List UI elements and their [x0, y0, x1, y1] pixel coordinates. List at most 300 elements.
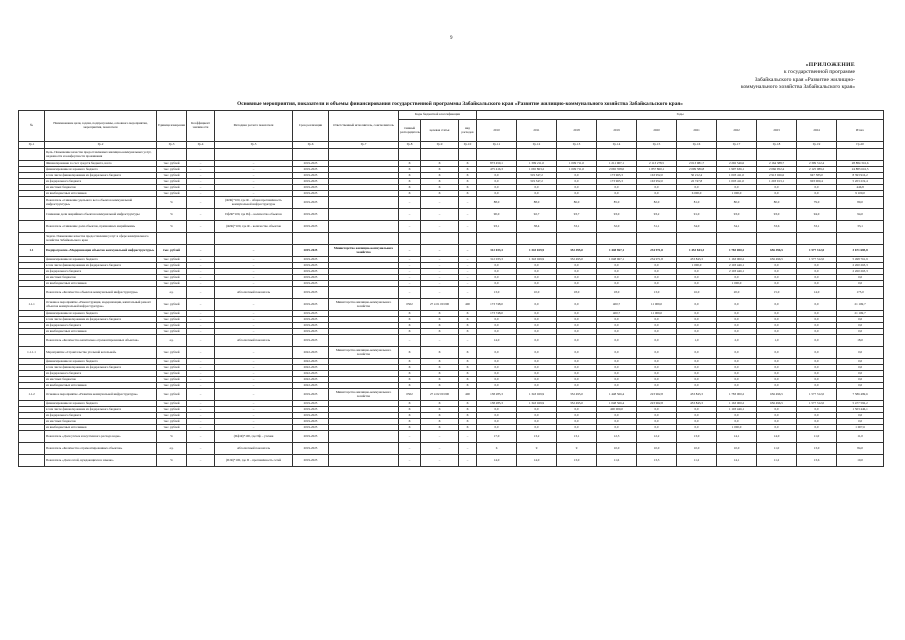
table-cell: – — [215, 323, 293, 329]
table-cell: тыс. рублей — [157, 425, 187, 431]
table-cell: 0,0 — [637, 191, 677, 197]
table-cell: 0,0 — [597, 335, 637, 347]
table-cell: – — [187, 419, 215, 425]
table-cell: 1.1.1.1 — [19, 347, 45, 359]
table-cell: 0,0 — [757, 191, 797, 197]
table-cell: тыс. рублей — [157, 179, 187, 185]
table-cell: 312 033,3 — [477, 245, 517, 257]
table-cell: Министерство жилищно-коммунального хозяйства — [329, 245, 399, 257]
table-cell: из внебюджетных источников — [45, 425, 157, 431]
table-cell — [157, 149, 187, 161]
table-cell: X — [421, 179, 459, 185]
table-cell — [459, 233, 477, 245]
table-cell: – — [399, 287, 421, 299]
table-cell: 0,0 — [637, 185, 677, 191]
table-cell: 2 113 278,5 — [637, 161, 677, 167]
table-cell: – — [187, 257, 215, 263]
table-cell: 173 965,3 — [597, 179, 637, 185]
table-cell: – — [399, 455, 421, 467]
table-cell: X — [459, 347, 477, 359]
column-number: Гр.3 — [157, 142, 187, 149]
table-cell: – — [459, 269, 477, 275]
table-cell: 352 495,0 — [557, 245, 597, 257]
table-cell: Министерство жилищно-коммунального хозяйства — [329, 389, 399, 401]
table-cell: – — [187, 407, 215, 413]
table-cell: 0,0 — [597, 425, 637, 431]
table-cell: 17,0 — [477, 431, 517, 443]
table-cell: 138 285,3 — [477, 389, 517, 401]
table-cell: 0,0 — [837, 347, 884, 359]
table-cell: 0,0 — [517, 317, 557, 323]
table-cell: 11,6 — [597, 455, 637, 467]
table-row — [19, 287, 884, 299]
table-cell: тыс. рублей — [157, 407, 187, 413]
table-cell: – — [215, 191, 293, 197]
table-cell: 0,0 — [557, 263, 597, 269]
table-cell: 0,0 — [477, 377, 517, 383]
table-cell: 2019-2025 — [293, 185, 329, 191]
table-cell: – — [215, 299, 293, 311]
table-cell: 2 066 952,4 — [757, 167, 797, 173]
table-cell: 0,0 — [597, 383, 637, 389]
table-cell: – — [459, 257, 477, 263]
table-cell — [477, 233, 517, 245]
column-number: Гр.14 — [597, 142, 637, 149]
table-cell: 173 965,3 — [597, 173, 637, 179]
table-cell: – — [187, 371, 215, 377]
table-cell — [19, 209, 45, 221]
table-cell: X — [459, 359, 477, 365]
table-cell: 0,0 — [557, 317, 597, 323]
table-cell: 0,0 — [637, 317, 677, 323]
table-cell: – — [215, 377, 293, 383]
table-cell: 400,7 — [597, 299, 637, 311]
table-cell: 0,0 — [797, 425, 837, 431]
table-cell: 0,0 — [717, 299, 757, 311]
table-cell: 0,0 — [557, 335, 597, 347]
table-cell: X — [421, 365, 459, 371]
column-number: Гр.1 — [19, 142, 45, 149]
table-cell: 0,0 — [837, 371, 884, 377]
table-cell: 2019-2025 — [293, 389, 329, 401]
table-cell: X — [399, 167, 421, 173]
header-number: № — [19, 111, 45, 142]
table-cell: 173 748,0 — [477, 299, 517, 311]
table-cell: 2,0 — [717, 335, 757, 347]
table-cell: 88,0 — [517, 197, 557, 209]
table-cell: 1 343 029,9 — [517, 245, 557, 257]
table-cell: 0,0 — [837, 383, 884, 389]
table-cell: – — [215, 269, 293, 275]
table-cell — [717, 149, 757, 161]
table-cell: 0,0 — [517, 275, 557, 281]
table-cell: 0,0 — [557, 173, 597, 179]
table-cell: – — [215, 425, 293, 431]
table-cell: 2 099 586,8 — [677, 167, 717, 173]
table-cell: 2019-2025 — [293, 281, 329, 287]
header-year: 2023 — [757, 120, 797, 142]
table-cell — [187, 149, 215, 161]
table-cell: 1 453 843,3 — [677, 245, 717, 257]
table-cell: 0,0 — [717, 323, 757, 329]
table-cell: 11 009,0 — [637, 311, 677, 317]
table-cell: 2 103 446,1 — [717, 263, 757, 269]
table-cell: 0,0 — [557, 365, 597, 371]
table-cell: 352 495,0 — [557, 257, 597, 263]
table-cell: 0,0 — [517, 311, 557, 317]
table-cell: – — [187, 179, 215, 185]
table-cell: X — [399, 329, 421, 335]
table-cell: в том числе финансирование из федерального бюджета — [45, 407, 157, 413]
table-cell: 0502 — [399, 389, 421, 401]
table-cell: X — [421, 359, 459, 365]
table-cell: 0,0 — [517, 191, 557, 197]
table-cell: 0,0 — [677, 383, 717, 389]
table-cell: 0,0 — [717, 329, 757, 335]
table-cell: 2019-2025 — [293, 419, 329, 425]
header-year: 2010 — [477, 120, 517, 142]
table-cell: – — [187, 269, 215, 275]
table-cell: 0,0 — [757, 359, 797, 365]
table-cell: 0,0 — [757, 347, 797, 359]
table-cell: X — [421, 185, 459, 191]
table-cell: тыс. рублей — [157, 299, 187, 311]
table-cell: 0,0 — [757, 425, 797, 431]
table-cell: 0,0 — [517, 413, 557, 419]
table-cell: – — [215, 185, 293, 191]
table-cell: 0,0 — [797, 263, 837, 269]
table-cell: – — [421, 431, 459, 443]
table-cell: 0,0 — [797, 383, 837, 389]
table-cell: 0,0 — [477, 323, 517, 329]
table-cell: тыс. рублей — [157, 191, 187, 197]
table-cell: 1 065 863,2 — [517, 167, 557, 173]
table-cell: X — [399, 347, 421, 359]
table-cell — [797, 149, 837, 161]
table-cell: 0,0 — [597, 191, 637, 197]
table-cell: 0,0 — [557, 299, 597, 311]
table-cell: – — [399, 269, 421, 275]
table-cell: 0,0 — [597, 329, 637, 335]
table-cell: 0,0 — [517, 263, 557, 269]
table-cell: 10,0 — [717, 443, 757, 455]
table-cell: – — [421, 281, 459, 287]
table-cell: 28 884 316,6 — [837, 161, 884, 167]
table-cell: 5 203 219,4 — [837, 179, 884, 185]
table-cell: 13,0 — [797, 443, 837, 455]
table-cell: 0,0 — [637, 281, 677, 287]
table-cell: 223 962,8 — [637, 401, 677, 407]
table-cell: 2022-2023 — [293, 365, 329, 371]
table-cell: 0,0 — [677, 185, 717, 191]
table-cell: 5 498 761,9 — [837, 257, 884, 263]
table-cell: X — [399, 161, 421, 167]
table-cell: финансирование из краевого бюджета — [45, 257, 157, 263]
table-cell: 11,0 — [837, 431, 884, 443]
table-cell: 18,0 — [837, 335, 884, 347]
table-cell — [329, 443, 399, 455]
table-cell: 2019-2025 — [293, 263, 329, 269]
table-cell: – — [187, 377, 215, 383]
table-cell: – — [187, 455, 215, 467]
table-cell: – — [187, 209, 215, 221]
table-cell: – — [399, 221, 421, 233]
table-cell: 93,0 — [717, 209, 757, 221]
table-cell: – — [459, 245, 477, 257]
table-cell: 0,0 — [797, 311, 837, 317]
table-cell: X — [459, 413, 477, 419]
table-cell: 0,0 — [477, 413, 517, 419]
table-cell — [19, 149, 45, 161]
table-cell: 0,0 — [717, 185, 757, 191]
appendix-title: «ПРИЛОЖЕНИЕ — [805, 62, 855, 68]
table-cell — [329, 455, 399, 467]
table-cell: Пф/Ф*100, где Пф – количество объектов — [215, 209, 293, 221]
table-cell: Абсолютный показатель — [215, 335, 293, 347]
table-cell — [293, 233, 329, 245]
table-cell: 138 285,3 — [477, 401, 517, 407]
table-cell: 319 347,2 — [517, 179, 557, 185]
table-cell: X — [399, 185, 421, 191]
table-cell: – — [399, 197, 421, 209]
table-cell: – — [187, 443, 215, 455]
table-cell: – — [187, 359, 215, 365]
table-cell: 13,1 — [557, 431, 597, 443]
table-cell: 0,0 — [477, 173, 517, 179]
table-cell: 0,0 — [477, 425, 517, 431]
table-cell: 0,0 — [517, 365, 557, 371]
table-cell: 0,0 — [797, 347, 837, 359]
table-cell: – — [399, 335, 421, 347]
table-cell: 2019-2025 — [293, 197, 329, 209]
table-cell: X — [399, 179, 421, 185]
table-cell: – — [399, 245, 421, 257]
table-cell: – — [215, 389, 293, 401]
table-cell: X — [421, 323, 459, 329]
table-cell: X — [421, 401, 459, 407]
table-cell: – — [399, 281, 421, 287]
table-cell: 27 4 01 00 000 — [421, 299, 459, 311]
table-cell: Основное мероприятие «Реконструкция, модернизация, капитальный ремонт объектов коммунальной инфраструктуры» — [45, 299, 157, 311]
table-cell: тыс. рублей — [157, 365, 187, 371]
table-cell — [837, 233, 884, 245]
table-cell: 0,0 — [797, 323, 837, 329]
table-cell: 2019-2025 — [293, 167, 329, 173]
table-cell: 14,0 — [477, 335, 517, 347]
table-cell: 13,6 — [797, 455, 837, 467]
table-cell: 2019-2025 — [293, 191, 329, 197]
column-number: Гр.12 — [517, 142, 557, 149]
table-cell: 0,0 — [757, 275, 797, 281]
table-cell: тыс. рублей — [157, 317, 187, 323]
table-cell: 0,0 — [757, 377, 797, 383]
table-cell: 0,0 — [637, 365, 677, 371]
table-cell: 0,0 — [597, 263, 637, 269]
table-cell — [459, 149, 477, 161]
table-cell: X — [399, 425, 421, 431]
table-cell: 0,0 — [477, 317, 517, 323]
table-cell: – — [459, 443, 477, 455]
table-cell: – — [187, 191, 215, 197]
table-row — [19, 245, 884, 257]
header-year: 2024 — [797, 120, 837, 142]
table-cell — [293, 149, 329, 161]
table-cell: 0,0 — [797, 377, 837, 383]
table-cell: тыс. рублей — [157, 263, 187, 269]
table-cell: X — [421, 173, 459, 179]
table-cell: – — [187, 425, 215, 431]
table-cell: 0,0 — [637, 347, 677, 359]
table-cell: 0,0 — [517, 419, 557, 425]
table-cell: 2019-2025 — [293, 173, 329, 179]
table-cell: 0,0 — [837, 281, 884, 287]
table-cell: 12,2 — [637, 431, 677, 443]
table-cell: 1 857 860,1 — [637, 167, 677, 173]
table-cell: 0,0 — [637, 419, 677, 425]
table-cell: – — [421, 287, 459, 299]
table-cell: Министерство жилищно-коммунального хозяйства — [329, 299, 399, 311]
table-cell: Основное мероприятие «Развитие коммунальной инфраструктуры» — [45, 389, 157, 401]
table-cell: 93,7 — [557, 209, 597, 221]
header-year: 2022 — [717, 120, 757, 142]
table-cell: 0,0 — [597, 185, 637, 191]
table-cell: 0,0 — [797, 413, 837, 419]
table-cell: 1.1.2 — [19, 389, 45, 401]
program-table — [18, 110, 884, 467]
table-cell: 0,0 — [797, 275, 837, 281]
table-cell: – — [215, 281, 293, 287]
table-cell: X — [399, 191, 421, 197]
table-cell: 7 586 499,6 — [837, 389, 884, 401]
table-cell: 0,0 — [757, 407, 797, 413]
table-cell: 94,0 — [837, 209, 884, 221]
table-cell: – — [187, 167, 215, 173]
table-cell: 34,1 — [717, 221, 757, 233]
table-cell: 0,0 — [557, 191, 597, 197]
header-year: 2011 — [517, 120, 557, 142]
table-cell — [517, 149, 557, 161]
table-cell — [19, 287, 45, 299]
table-cell: 1 003 411,0 — [717, 179, 757, 185]
table-cell: 2019-2025 — [293, 317, 329, 323]
table-cell: X — [399, 407, 421, 413]
column-number: Гр.13 — [557, 142, 597, 149]
table-cell: 1 163 000,2 — [717, 257, 757, 263]
table-cell: 79,0 — [797, 197, 837, 209]
table-cell: Показатель «Снижение доли объектов, признанных аварийными» — [45, 221, 157, 233]
table-cell: 1,0 — [677, 335, 717, 347]
table-cell: 0,0 — [637, 383, 677, 389]
table-cell: 0,0 — [757, 365, 797, 371]
table-cell: 13,0 — [477, 287, 517, 299]
column-number: Гр.20 — [837, 142, 884, 149]
table-cell: X — [421, 407, 459, 413]
table-cell: 14,0 — [477, 455, 517, 467]
document-title: Основные мероприятия, показатели и объемы финансирования государственной программы Забайкальского края «Развитие жилищно-коммунального хозяйства Забайкальского края» — [237, 101, 683, 107]
table-cell: ед. — [157, 287, 187, 299]
table-cell: 0,0 — [477, 179, 517, 185]
table-cell — [329, 149, 399, 161]
table-cell: 0,0 — [757, 185, 797, 191]
table-cell: 2019-2025 — [293, 455, 329, 467]
table-cell: X — [459, 377, 477, 383]
table-cell: 0,0 — [837, 359, 884, 365]
table-cell: 1 399 211,0 — [517, 161, 557, 167]
table-cell: в том числе финансирование из федерального бюджета — [45, 263, 157, 269]
table-cell: из местных бюджетов — [45, 185, 157, 191]
table-cell: 0,0 — [517, 407, 557, 413]
table-cell: 0,0 — [677, 329, 717, 335]
table-cell: 93,2 — [637, 209, 677, 221]
table-cell: тыс. рублей — [157, 329, 187, 335]
table-cell: 0,0 — [477, 371, 517, 377]
table-cell: 0,0 — [597, 323, 637, 329]
table-cell: 0,0 — [797, 317, 837, 323]
table-cell: 0,0 — [677, 317, 717, 323]
table-cell: 0,0 — [677, 413, 717, 419]
table-cell: 10,0 — [517, 287, 557, 299]
table-cell: ед. — [157, 443, 187, 455]
table-cell: 0,0 — [557, 371, 597, 377]
table-cell: – — [421, 257, 459, 263]
table-cell: из внебюджетных источников — [45, 281, 157, 287]
table-cell: 903 000,4 — [797, 179, 837, 185]
table-cell: 2 260 263,3 — [837, 263, 884, 269]
table-cell: 2019-2025 — [293, 257, 329, 263]
table-cell: 0,0 — [677, 365, 717, 371]
table-cell: 0,0 — [637, 269, 677, 275]
table-cell: X — [459, 371, 477, 377]
table-cell: 0,0 — [757, 311, 797, 317]
table-cell: 0,0 — [677, 377, 717, 383]
table-cell: 10,0 — [837, 455, 884, 467]
table-cell — [757, 233, 797, 245]
table-cell: 85,0 — [597, 197, 637, 209]
table-cell: Показатель «Количество объектов коммунальной инфраструктуры» — [45, 287, 157, 299]
column-number: Гр.7 — [329, 142, 399, 149]
table-row — [19, 197, 884, 209]
table-cell: Финансирование за счет средств бюджета, всего — [45, 161, 157, 167]
table-cell: тыс. рублей — [157, 371, 187, 377]
table-cell — [19, 221, 45, 233]
table-cell: 0,0 — [557, 311, 597, 317]
table-cell: 2022-2023 — [293, 383, 329, 389]
table-cell: 2019-2025 — [293, 275, 329, 281]
table-cell: 0,0 — [557, 425, 597, 431]
table-row — [19, 389, 884, 401]
table-cell: 0,0 — [677, 281, 717, 287]
table-cell: 1 007,6 — [837, 425, 884, 431]
table-cell: X — [399, 371, 421, 377]
header-years-group: Годы — [477, 111, 884, 120]
table-cell: 0,0 — [797, 419, 837, 425]
table-cell: 175,0 — [837, 287, 884, 299]
table-row — [19, 455, 884, 467]
table-cell: в том числе финансирование из федерального бюджета — [45, 365, 157, 371]
table-cell: X — [399, 413, 421, 419]
column-number: Гр.17 — [717, 142, 757, 149]
table-cell: – — [215, 317, 293, 323]
table-cell: 24 883 616,5 — [837, 167, 884, 173]
table-cell: 446,8 — [837, 185, 884, 191]
table-cell: X — [399, 311, 421, 317]
table-cell: 0,0 — [637, 371, 677, 377]
table-cell: – — [215, 371, 293, 377]
table-cell: 0,0 — [597, 365, 637, 371]
table-cell: Показатель «Доля сетей, нуждающихся в замене» — [45, 455, 157, 467]
table-cell: 1 048 566,4 — [597, 401, 637, 407]
table-cell: – — [187, 263, 215, 269]
